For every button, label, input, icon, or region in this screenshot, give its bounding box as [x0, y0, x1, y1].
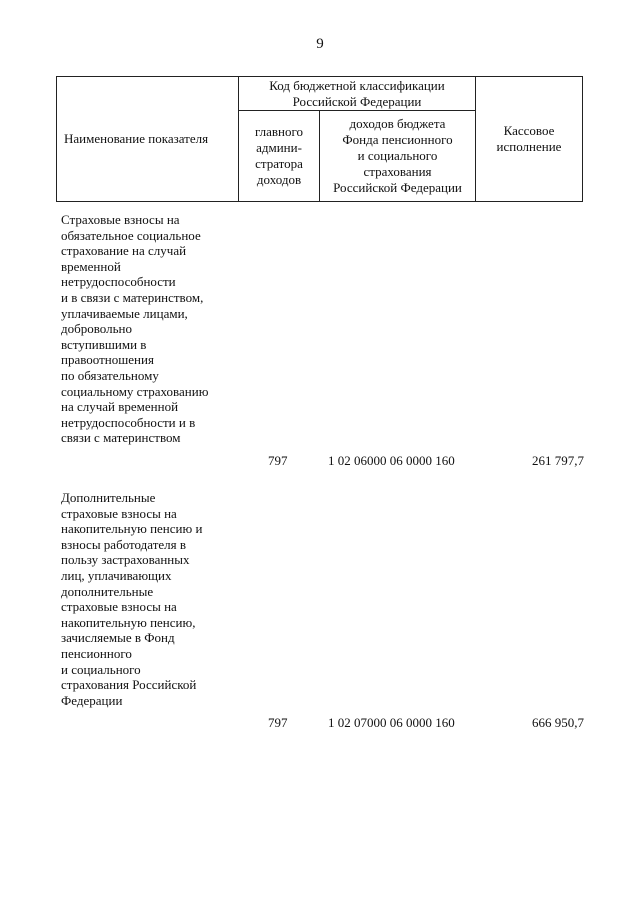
header-budget-classification: Код бюджетной классификации Российской Федерации — [239, 77, 476, 111]
row-admin-code: 797 — [268, 453, 288, 469]
row-indicator-name: Страховые взносы на обязательное социальное страхование на случай временной нетрудоспособности и в связи с материнством, уплачиваемые лицами, добровольно вступившими в правоотношения по обязательному социальному страхованию на случай временной нетрудоспособности и в связи с материнством — [61, 212, 209, 446]
header-cash-execution: Кассовое исполнение — [476, 77, 583, 202]
row-amount: 666 950,7 — [532, 715, 584, 731]
row-indicator-name: Дополнительные страховые взносы на накопительную пенсию и взносы работодателя в пользу застрахованных лиц, уплачивающих дополнительные страховые взносы на накопительную пенсию, зачисляемые в Фонд пенсионного и социального страхования Российской Федерации — [61, 490, 203, 708]
row-income-code: 1 02 07000 06 0000 160 — [328, 715, 455, 731]
header-indicator-name — [57, 77, 239, 202]
table-row — [56, 490, 588, 731]
row-income-code: 1 02 06000 06 0000 160 — [328, 453, 455, 469]
header-indicator-name-text: Наименование показателя — [64, 131, 209, 146]
header-main-administrator: главного админи- стратора доходов — [239, 111, 320, 202]
table-row — [56, 212, 588, 469]
row-amount: 261 797,7 — [532, 453, 584, 469]
row-admin-code: 797 — [268, 715, 288, 731]
page-number: 9 — [316, 36, 324, 52]
header-budget-income: доходов бюджета Фонда пенсионного и социального страхования Российской Федерации — [320, 111, 476, 202]
budget-table-header — [56, 76, 583, 202]
